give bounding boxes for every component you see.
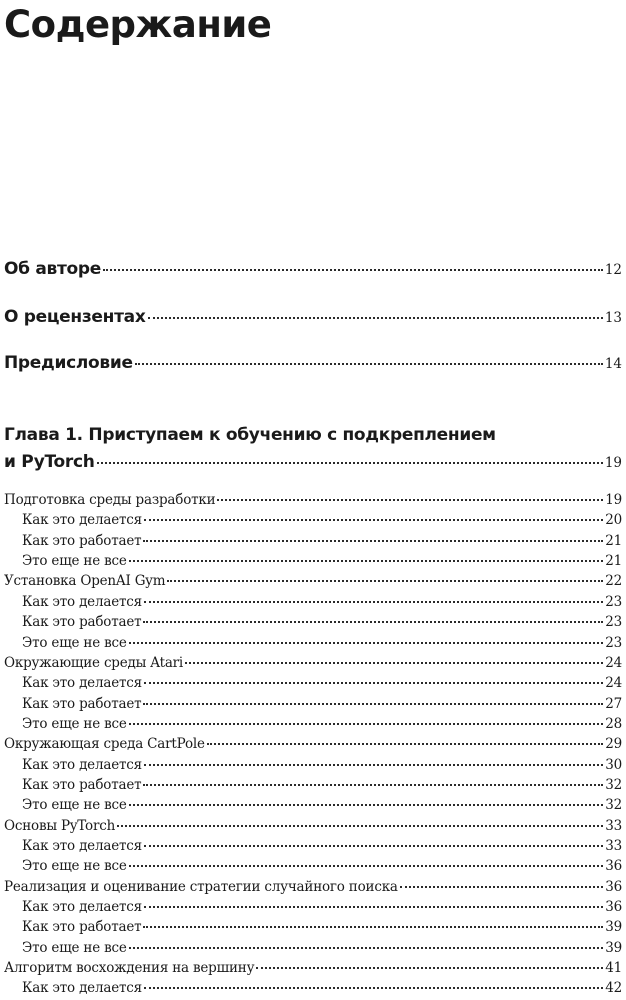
toc-subsection-entry[interactable] (0, 858, 626, 878)
dot-leader (117, 825, 603, 827)
dot-leader (185, 662, 603, 664)
dot-leader (103, 269, 603, 271)
toc-subsection-entry[interactable] (0, 797, 626, 817)
toc-entry-label: Об авторе (4, 259, 102, 279)
dot-leader (129, 804, 604, 806)
toc-entry-label: Как это работает (22, 614, 142, 631)
toc-entry-reviewers[interactable] (0, 307, 626, 331)
dot-leader (144, 601, 603, 603)
toc-entry-label: Как это делается (22, 675, 142, 692)
page-title: Содержание (4, 3, 272, 46)
toc-entry-page: 13 (604, 310, 622, 326)
toc-entry-page: 24 (605, 675, 622, 692)
toc-subsection-entry[interactable] (0, 553, 626, 573)
toc-entry-page: 19 (604, 455, 622, 471)
toc-entry-page: 22 (605, 573, 622, 590)
toc-entry-page: 19 (605, 492, 622, 508)
toc-subsection-entry[interactable] (0, 696, 626, 716)
toc-entry-label: Предисловие (4, 353, 133, 373)
dot-leader (143, 540, 603, 542)
toc-subsection-entry[interactable] (0, 512, 626, 532)
dot-leader (144, 987, 603, 989)
toc-entry-label: Это еще не все (22, 858, 127, 875)
dot-leader (148, 317, 603, 319)
dot-leader (143, 784, 603, 786)
dot-leader (143, 703, 603, 705)
toc-section-entry[interactable] (0, 573, 626, 593)
dot-leader (144, 519, 603, 521)
dot-leader (129, 947, 604, 949)
toc-entry-label: Реализация и оценивание стратегии случайного поиска (4, 878, 398, 895)
toc-subsection-entry[interactable] (0, 635, 626, 655)
dot-leader (129, 560, 604, 562)
toc-entry-label: Как это делается (22, 899, 142, 915)
dot-leader (144, 845, 603, 847)
toc-entry-label: Как это делается (22, 593, 142, 610)
toc-entry-page: 39 (605, 919, 622, 936)
toc-entry-page: 21 (605, 532, 622, 549)
dot-leader (144, 906, 603, 908)
toc-entry-page: 12 (604, 262, 622, 278)
toc-entry-label: Как это делается (22, 756, 142, 773)
toc-subsection-entry[interactable] (0, 980, 626, 1000)
toc-entry-page: 32 (605, 776, 622, 793)
dot-leader (129, 865, 604, 867)
toc-entry-label: Окружающие среды Atari (4, 654, 184, 671)
toc-subsection-entry[interactable] (0, 777, 626, 797)
toc-entry-label: Установка OpenAI Gym (4, 573, 166, 590)
toc-entry-page: 23 (605, 614, 622, 631)
toc-subsection-entry[interactable] (0, 716, 626, 736)
toc-subsection-entry[interactable] (0, 899, 626, 919)
toc-entry-page: 41 (605, 960, 622, 976)
toc-entry-label: Как это делается (22, 512, 142, 529)
toc-entry-page: 14 (604, 356, 622, 372)
toc-entry-page: 36 (605, 858, 622, 875)
toc-entry-label: Как это работает (22, 776, 142, 793)
dot-leader (143, 926, 603, 928)
toc-entry-page: 21 (605, 553, 622, 569)
toc-entry-page: 32 (605, 797, 622, 814)
toc-section-entry[interactable] (0, 879, 626, 899)
toc-entry-label: Алгоритм восхождения на вершину (4, 960, 255, 976)
toc-entry-page: 36 (605, 878, 622, 895)
toc-entry-about-author[interactable] (0, 259, 626, 283)
toc-subsection-entry[interactable] (0, 757, 626, 777)
toc-entry-label: Это еще не все (22, 939, 127, 956)
dot-leader (129, 723, 604, 725)
toc-subsection-entry[interactable] (0, 614, 626, 634)
toc-entry-page: 20 (605, 512, 622, 529)
toc-section-entry[interactable] (0, 655, 626, 675)
toc-subsection-entry[interactable] (0, 919, 626, 939)
dot-leader (144, 682, 603, 684)
toc-subsection-entry[interactable] (0, 940, 626, 960)
toc-entry-label: Основы PyTorch (4, 817, 116, 834)
toc-entry-page: 29 (605, 736, 622, 753)
toc-section-entry[interactable] (0, 492, 626, 512)
toc-entry-label: Как это работает (22, 532, 142, 549)
toc-entry-page: 27 (605, 695, 622, 712)
toc-entry-label: Как это работает (22, 695, 142, 712)
toc-entry-label: Это еще не все (22, 797, 127, 814)
toc-subsection-entry[interactable] (0, 675, 626, 695)
toc-entry-label: Подготовка среды разработки (4, 492, 216, 508)
dot-leader (135, 363, 603, 365)
dot-leader (400, 886, 603, 888)
toc-entry-label: О рецензентах (4, 307, 146, 327)
toc-entry-page: 28 (605, 715, 622, 732)
toc-entry-page: 24 (605, 654, 622, 671)
toc-section-entry[interactable] (0, 818, 626, 838)
toc-entry-label: Как это делается (22, 838, 142, 854)
toc-entry-page: 23 (605, 593, 622, 610)
toc-entry-label: Это еще не все (22, 715, 127, 732)
chapter-title-line-1: Глава 1. Приступаем к обучению с подкреплением (4, 425, 496, 445)
toc-subsection-entry[interactable] (0, 533, 626, 553)
toc-entry-label: Это еще не все (22, 634, 127, 651)
toc-entry-page: 36 (605, 899, 622, 915)
toc-section-entry[interactable] (0, 960, 626, 980)
dot-leader (97, 462, 603, 464)
toc-entry-page: 33 (605, 817, 622, 834)
toc-entry-page: 33 (605, 838, 622, 854)
toc-entry-page: 42 (605, 980, 622, 997)
toc-entry-label: Как это работает (22, 919, 142, 936)
toc-entry-label: Как это делается (22, 980, 142, 997)
dot-leader (144, 764, 603, 766)
dot-leader (256, 967, 603, 969)
dot-leader (143, 621, 603, 623)
toc-subsection-entry[interactable] (0, 594, 626, 614)
toc-entry-label: Окружающая среда CartPole (4, 736, 205, 753)
dot-leader (167, 580, 603, 582)
dot-leader (207, 743, 603, 745)
chapter-title-line-2: и PyTorch (4, 452, 95, 472)
toc-entry-chapter-1[interactable] (0, 452, 626, 474)
dot-leader (217, 499, 603, 501)
toc-section-entry[interactable] (0, 736, 626, 756)
toc-entry-page: 39 (605, 939, 622, 956)
toc-subsection-entry[interactable] (0, 838, 626, 858)
toc-entry-preface[interactable] (0, 353, 626, 377)
toc-entry-page: 30 (605, 756, 622, 773)
toc-entry-page: 23 (605, 634, 622, 651)
toc-entry-label: Это еще не все (22, 553, 127, 569)
dot-leader (129, 642, 604, 644)
